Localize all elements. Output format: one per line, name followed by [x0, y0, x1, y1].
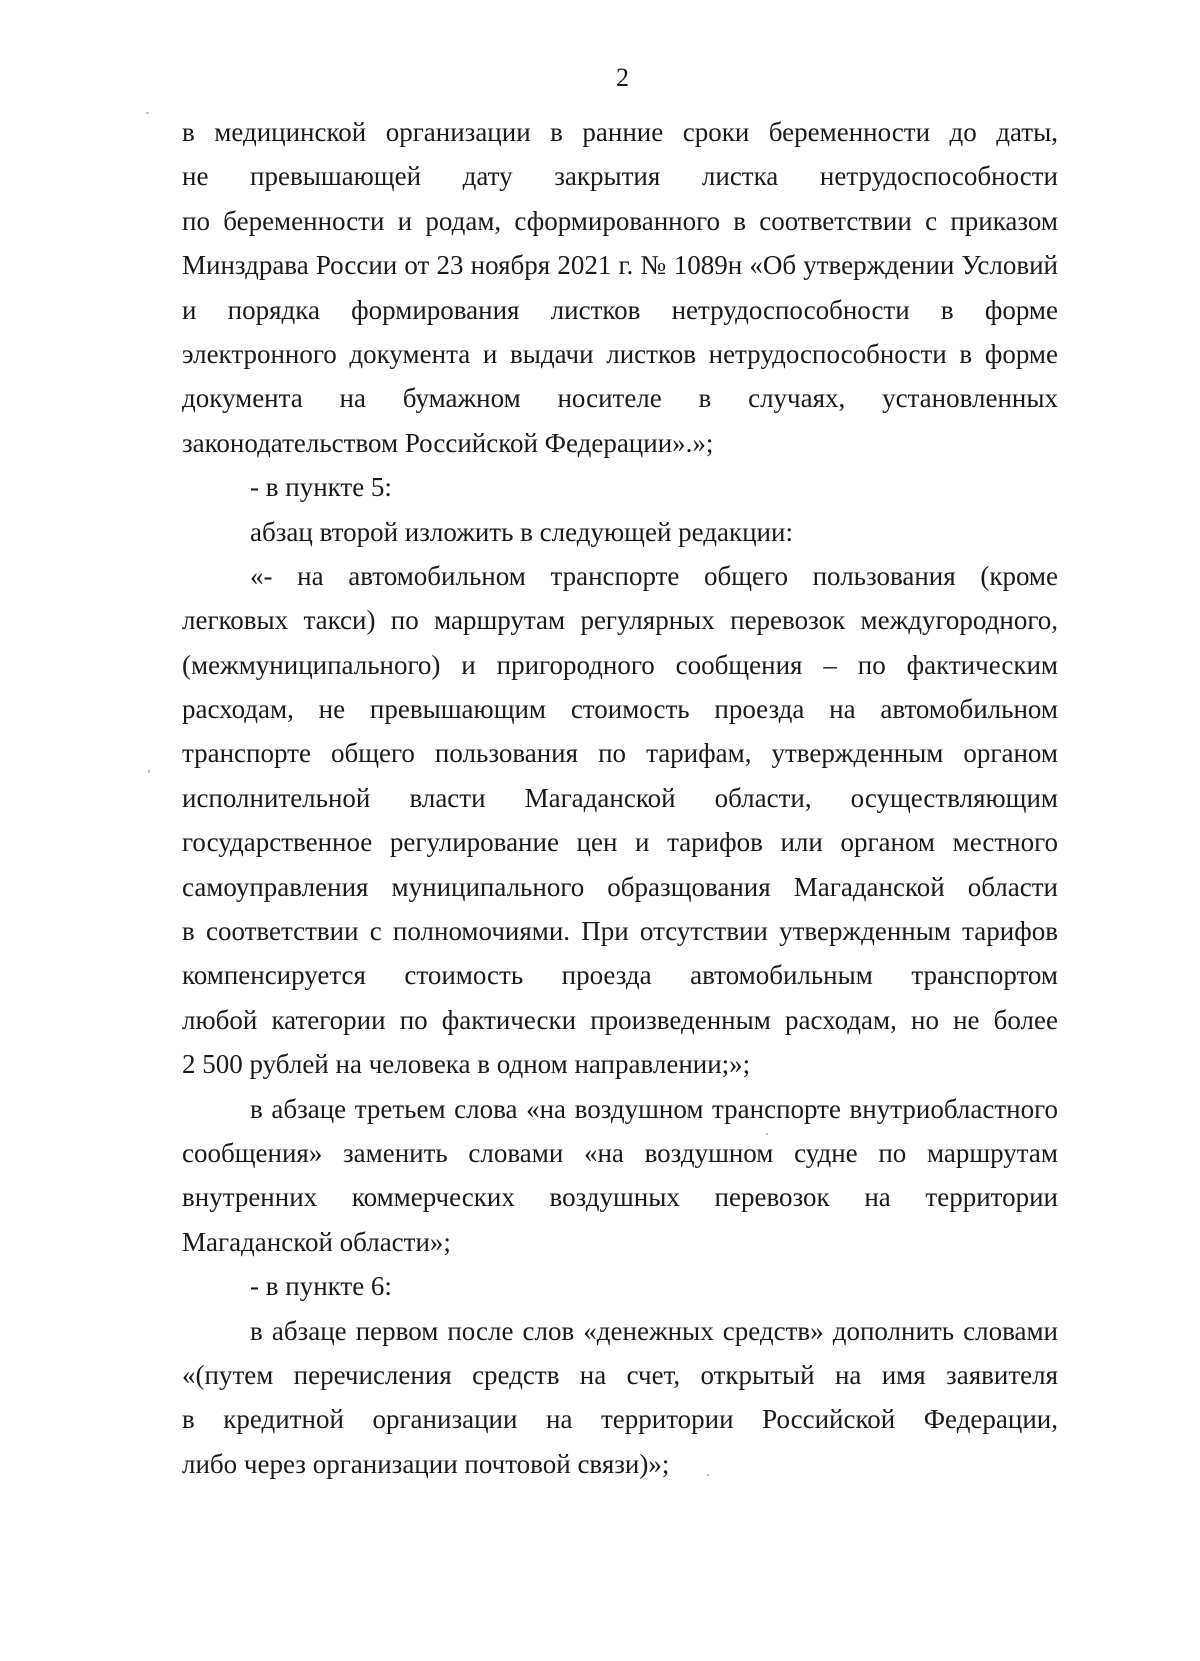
text-line: (межмуниципального) и пригородного сообщения – по фактическим [182, 649, 1058, 680]
text-line: «- на автомобильном транспорте общего пользования (кроме [250, 560, 1058, 591]
text-line: Минздрава России от 23 ноября 2021 г. № 1089н «Об утверждении Условий [182, 250, 1058, 281]
scan-mark-mid-left [148, 770, 150, 773]
text-line: в кредитной организации на территории Российской Федерации, [182, 1404, 1058, 1435]
text-line: компенсируется стоимость проезда автомобильным транспортом [182, 960, 1058, 991]
page-number: 2 [616, 63, 629, 92]
document-body [182, 110, 1058, 1486]
text-line: в соответствии с полномочиями. При отсутствии утвержденным тарифов [182, 916, 1058, 947]
text-line: транспорте общего пользования по тарифам, утвержденным органом [182, 738, 1058, 769]
text-line: - в пункте 6: [250, 1271, 392, 1302]
text-line: 2 500 рублей на человека в одном направлении;»; [182, 1049, 751, 1080]
scan-mark-top-left [146, 112, 149, 114]
text-line: не превышающей дату закрытия листка нетрудоспособности [182, 161, 1058, 192]
text-line: расходам, не превышающим стоимость проезда на автомобильном [182, 694, 1058, 725]
text-line: либо через организации почтовой связи)»; [182, 1448, 670, 1479]
text-line: электронного документа и выдачи листков нетрудоспособности в форме [182, 338, 1058, 369]
text-line: государственное регулирование цен и тарифов или органом местного [182, 827, 1058, 858]
text-line: Магаданской области»; [182, 1226, 451, 1257]
text-line: самоуправления муниципального образщования Магаданской области [182, 871, 1058, 902]
text-line: - в пункте 5: [250, 472, 392, 503]
text-line: сообщения» заменить словами «на воздушном судне по маршрутам [182, 1137, 1058, 1168]
text-line: в абзаце третьем слова «на воздушном транспорте внутриобластного [250, 1093, 1058, 1124]
text-line: документа на бумажном носителе в случаях, установленных [182, 383, 1058, 414]
text-line: в медицинской организации в ранние сроки беременности до даты, [182, 117, 1058, 147]
text-line: внутренних коммерческих воздушных перевозок на территории [182, 1182, 1058, 1213]
text-line: «(путем перечисления средств на счет, открытый на имя заявителя [182, 1359, 1058, 1390]
text-line: по беременности и родам, сформированного в соответствии с приказом [182, 205, 1058, 236]
text-line: в абзаце первом после слов «денежных средств» дополнить словами [250, 1315, 1058, 1346]
text-line: легковых такси) по маршрутам регулярных перевозок междугородного, [182, 605, 1058, 636]
text-line: и порядка формирования листков нетрудоспособности в форме [182, 294, 1058, 325]
text-line: любой категории по фактически произведенным расходам, но не более [182, 1004, 1058, 1035]
text-line: законодательством Российской Федерации».»; [182, 427, 714, 458]
text-line: исполнительной власти Магаданской области, осуществляющим [182, 782, 1058, 813]
text-line: абзац второй изложить в следующей редакции: [250, 516, 793, 547]
